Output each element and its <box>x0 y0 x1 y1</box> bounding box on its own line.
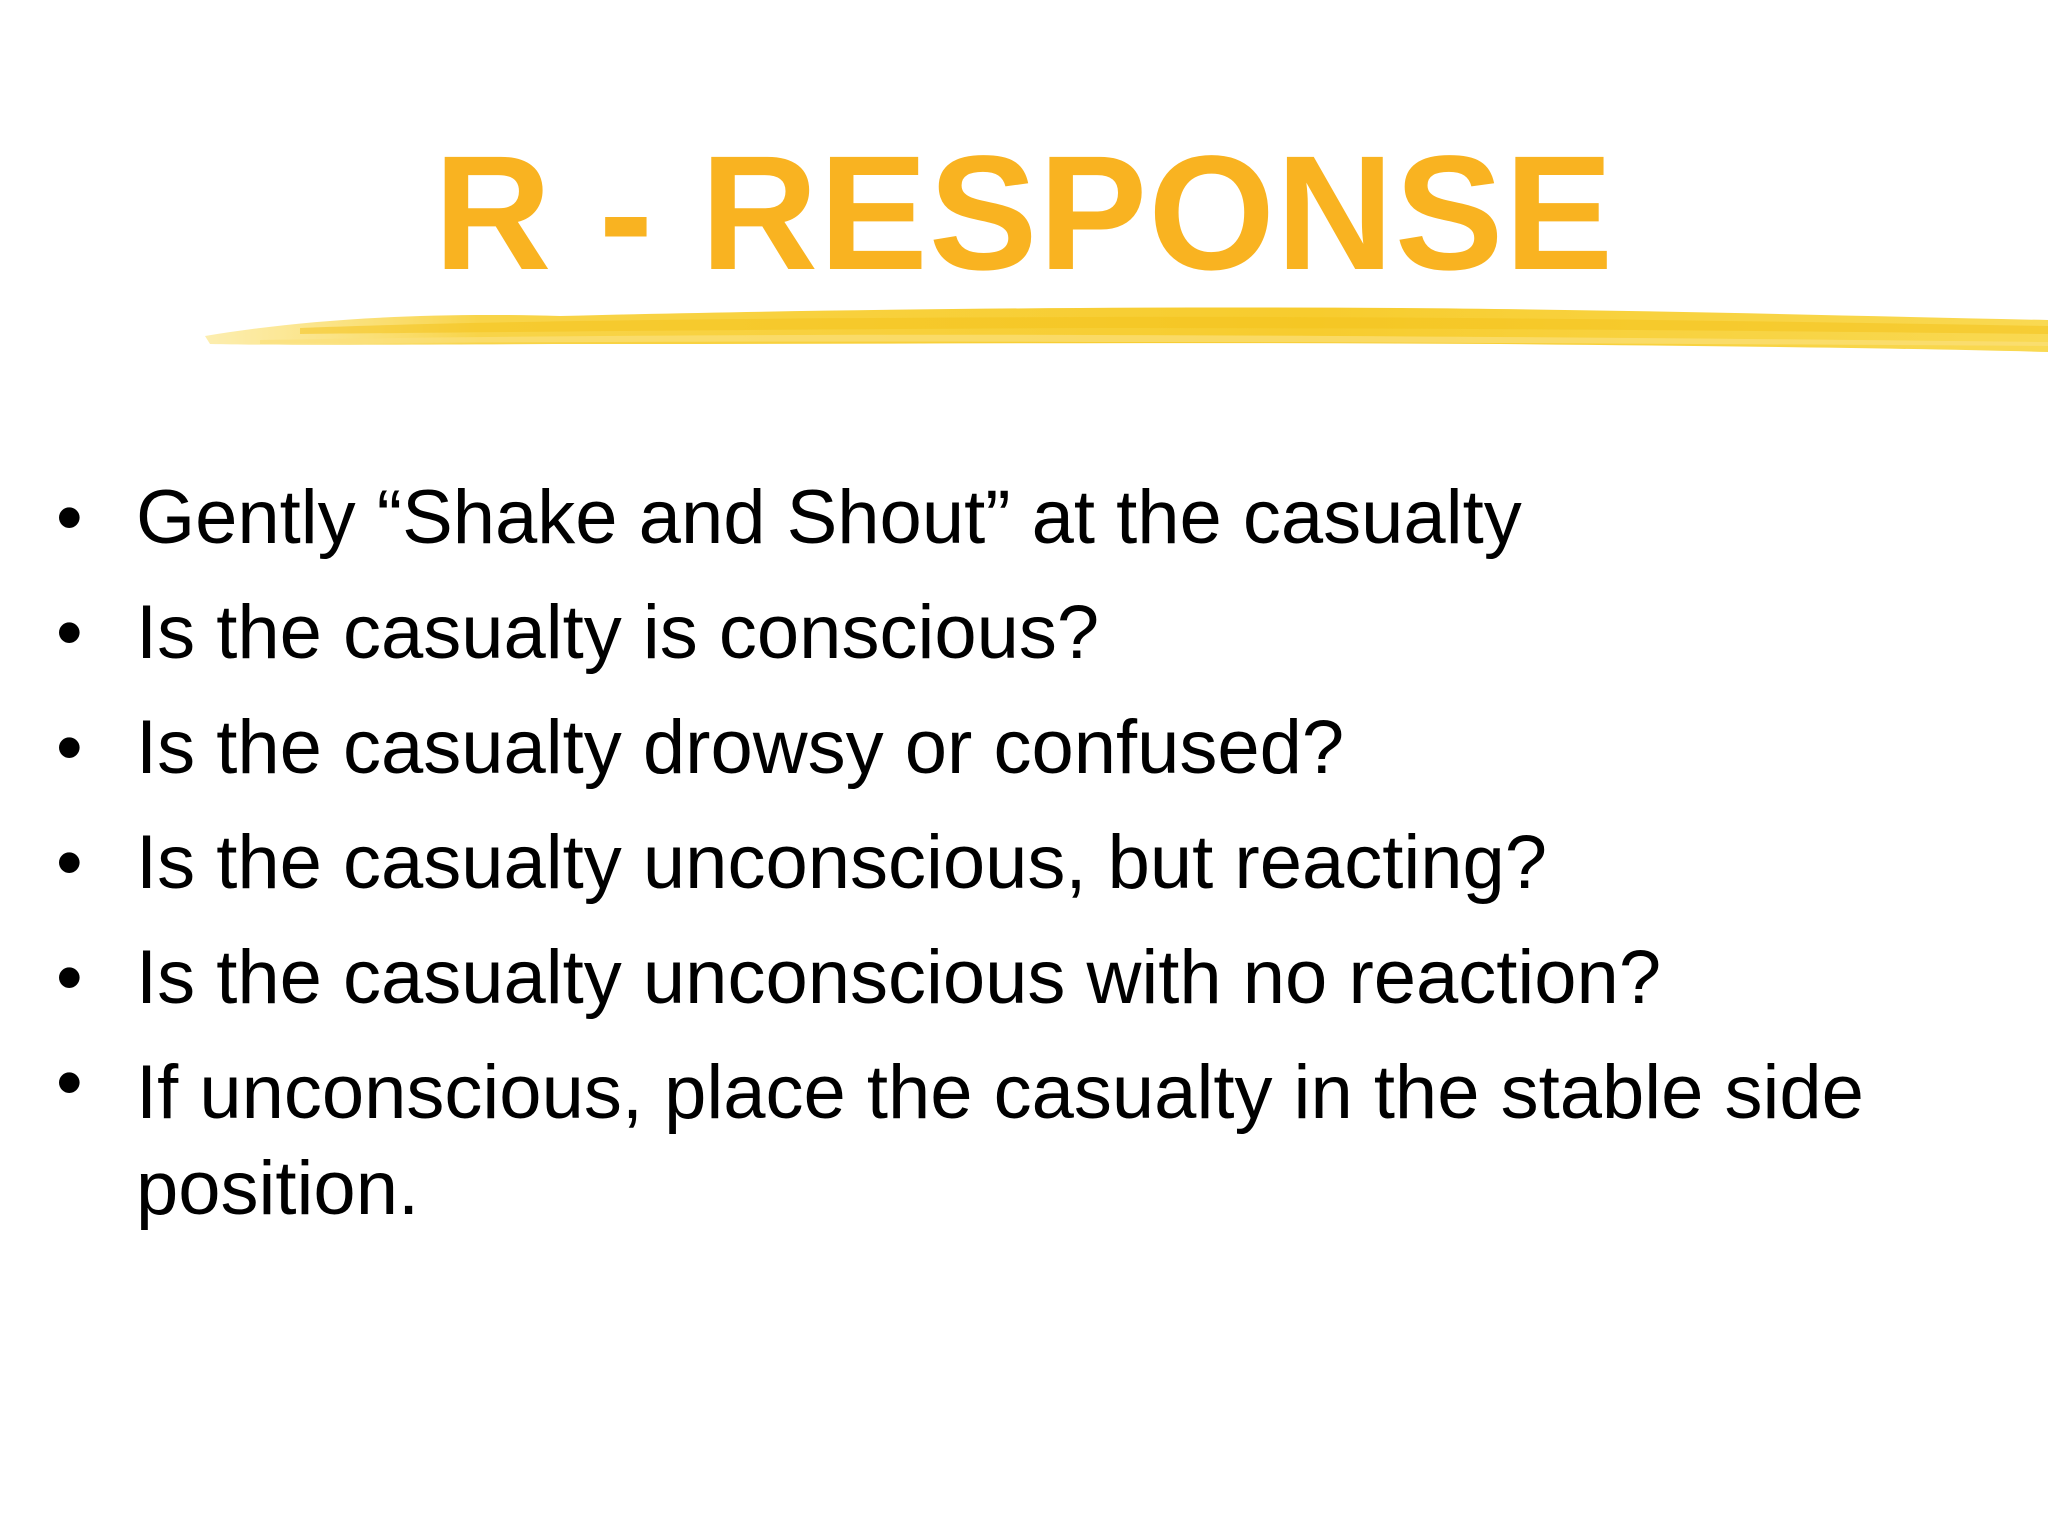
bullet-text: Is the casualty is conscious? <box>136 590 1100 675</box>
bullet-text: Is the casualty drowsy or confused? <box>136 705 1345 790</box>
bullet-item <box>0 920 2048 1035</box>
bullet-item <box>0 575 2048 690</box>
bullet-symbol: • <box>56 705 83 790</box>
bullet-symbol: • <box>56 475 83 560</box>
title-underline-brushstroke <box>0 290 2048 370</box>
bullet-text: Is the casualty unconscious, but reacting? <box>136 820 1548 905</box>
bullet-symbol: • <box>56 1040 83 1125</box>
bullet-item <box>0 1035 2048 1237</box>
bullet-symbol: • <box>56 820 83 905</box>
bullet-item <box>0 460 2048 575</box>
bullet-item <box>0 805 2048 920</box>
slide-title: R - RESPONSE <box>433 121 1615 304</box>
bullet-text: Is the casualty unconscious with no reaction? <box>136 935 1662 1020</box>
bullet-text: If unconscious, place the casualty in the stable side position. <box>136 1050 1864 1231</box>
bullet-list <box>0 460 2048 1237</box>
bullet-symbol: • <box>56 590 83 675</box>
bullet-text: Gently “Shake and Shout” at the casualty <box>136 475 1522 560</box>
bullet-item <box>0 690 2048 805</box>
bullet-symbol: • <box>56 935 83 1020</box>
